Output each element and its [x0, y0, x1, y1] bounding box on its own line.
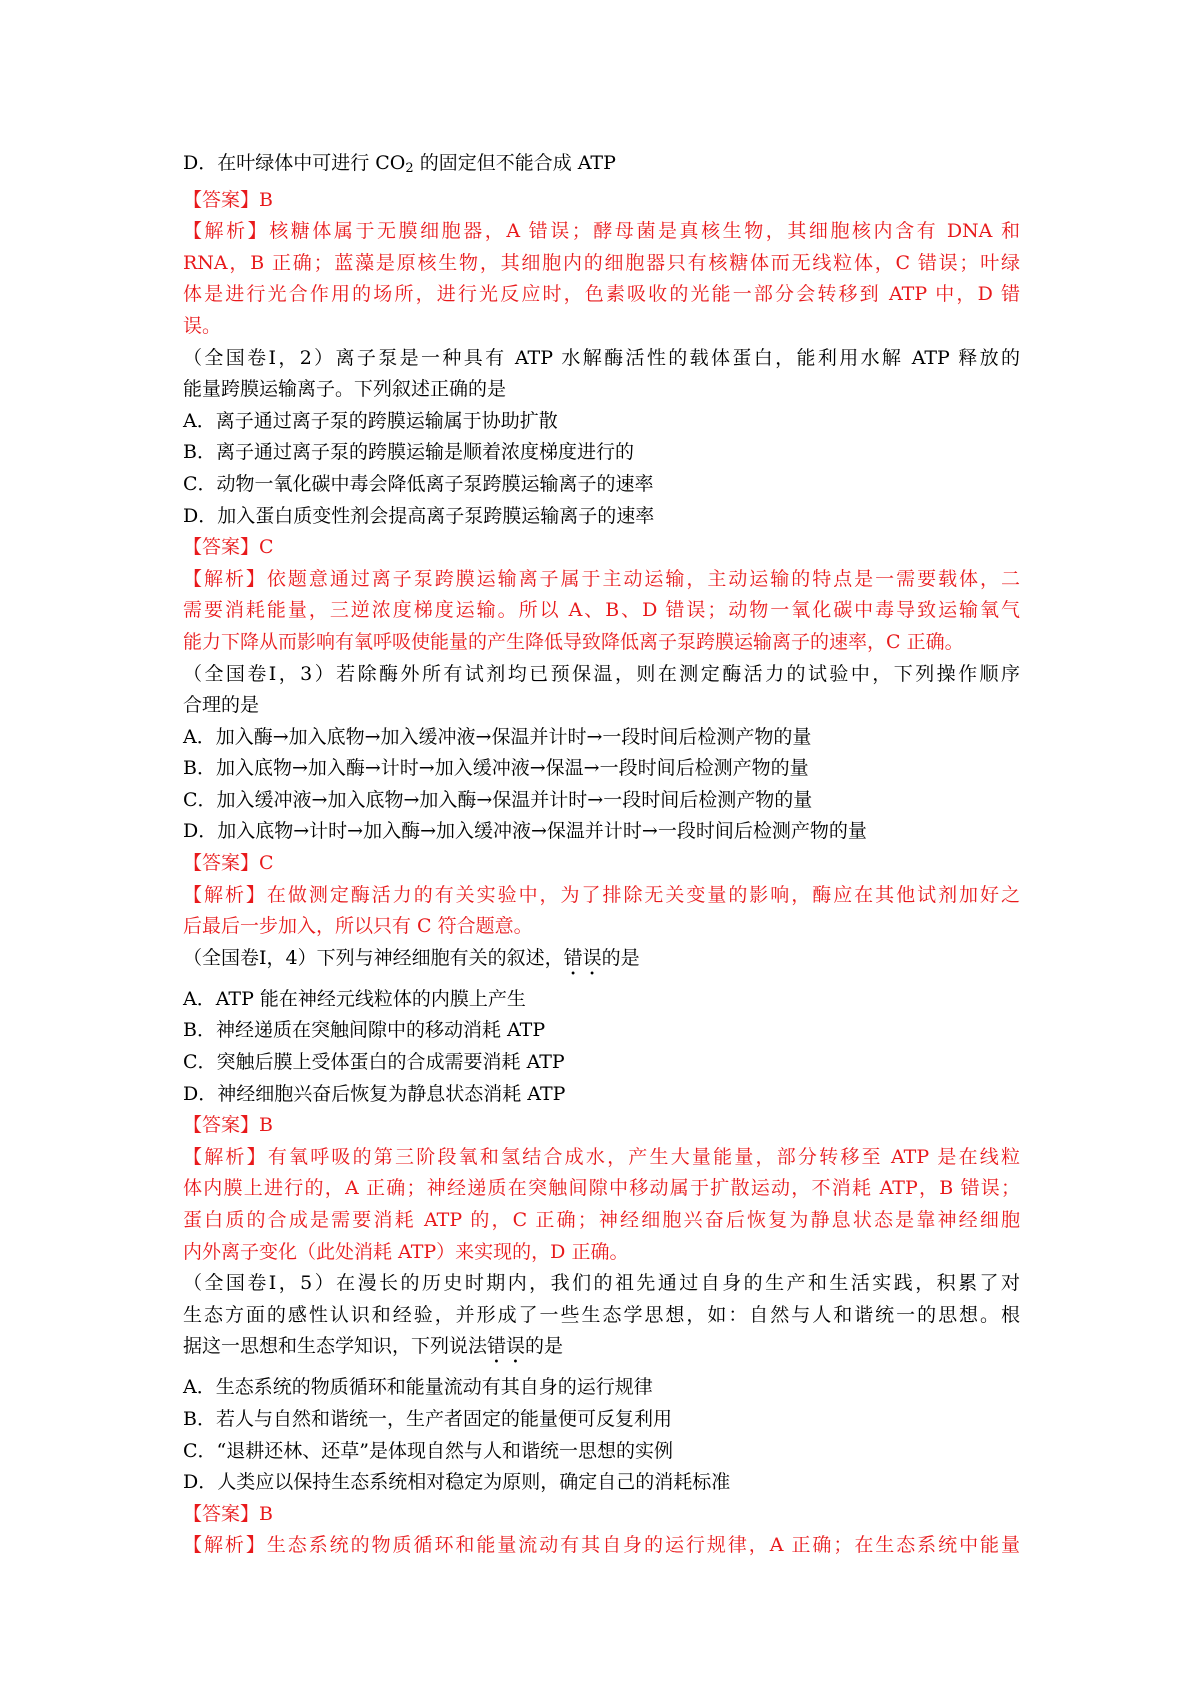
q5-stem-line: （全国卷Ⅰ，5）在漫长的历史时期内，我们的祖先通过自身的生产和生活实践，积累了对 — [183, 1272, 1020, 1295]
q5-option-a: A．生态系统的物质循环和能量流动有其自身的运行规律 — [183, 1376, 653, 1399]
q2-analysis-line: 【解析】依题意通过离子泵跨膜运输离子属于主动运输，主动运输的特点是一需要载体，二 — [183, 567, 1020, 590]
q5-option-b: B．若人与自然和谐统一，生产者固定的能量便可反复利用 — [183, 1407, 672, 1430]
q3-analysis-line: 后最后一步加入，所以只有 C 符合题意。 — [183, 915, 533, 938]
q3-analysis-line: 【解析】在做测定酶活力的有关实验中，为了排除无关变量的影响，酶应在其他试剂加好之 — [183, 883, 1020, 906]
q3-answer: 【答案】C — [183, 852, 274, 875]
q5-analysis-line: 【解析】生态系统的物质循环和能量流动有其自身的运行规律，A 正确；在生态系统中能量 — [183, 1534, 1020, 1557]
q4-option-a: A．ATP 能在神经元线粒体的内膜上产生 — [183, 987, 526, 1010]
q4-analysis-line: 蛋白质的合成是需要消耗 ATP 的，C 正确；神经细胞兴奋后恢复为静息状态是靠神经细胞 — [183, 1209, 1020, 1231]
q2-option-c: C．动物一氧化碳中毒会降低离子泵跨膜运输离子的速率 — [183, 472, 654, 495]
q4-option-b: B．神经递质在突触间隙中的移动消耗 ATP — [183, 1019, 546, 1042]
emphasis-word: 错误 — [487, 1335, 526, 1358]
q2-analysis-line: 能力下降从而影响有氧呼吸使能量的产生降低导致降低离子泵跨膜运输离子的速率，C 正确。 — [183, 630, 964, 653]
q2-option-d: D．加入蛋白质变性剂会提高离子泵跨膜运输离子的速率 — [183, 504, 655, 527]
q3-option-c: C．加入缓冲液→加入底物→加入酶→保温并计时→一段时间后检测产物的量 — [183, 788, 813, 811]
q1-analysis-line: RNA，B 正确；蓝藻是原核生物，其细胞内的细胞器只有核糖体而无线粒体，C 错误；叶绿 — [183, 251, 1020, 274]
q4-stem: （全国卷Ⅰ，4）下列与神经细胞有关的叙述，错误的是 — [183, 946, 640, 969]
q4-option-d: D．神经细胞兴奋后恢复为静息状态消耗 ATP — [183, 1082, 566, 1105]
q2-option-b: B．离子通过离子泵的跨膜运输是顺着浓度梯度进行的 — [183, 441, 634, 464]
q3-stem-line: 合理的是 — [183, 694, 260, 717]
q3-stem-line: （全国卷Ⅰ，3）若除酶外所有试剂均已预保温，则在测定酶活力的试验中，下列操作顺序 — [183, 662, 1020, 685]
q1-option-d: D．在叶绿体中可进行 $CO_2$ 的固定但不能合成 ATP — [183, 152, 616, 176]
q4-analysis-line: 内外离子变化（此处消耗 ATP）来实现的，D 正确。 — [183, 1240, 629, 1263]
q5-option-c: C．“退耕还林、还草”是体现自然与人和谐统一思想的实例 — [183, 1439, 673, 1462]
q2-answer: 【答案】C — [183, 536, 274, 559]
q3-option-b: B．加入底物→加入酶→计时→加入缓冲液→保温→一段时间后检测产物的量 — [183, 757, 809, 780]
q4-analysis-line: 【解析】有氧呼吸的第三阶段氧和氢结合成水，产生大量能量，部分转移至 ATP 是在线粒 — [183, 1145, 1020, 1168]
q5-stem-line: 据这一思想和生态学知识，下列说法错误的是 — [183, 1335, 564, 1358]
q2-stem-line: 能量跨膜运输离子。下列叙述正确的是 — [183, 378, 507, 401]
emphasis-word: 错误 — [563, 946, 602, 969]
q2-stem-line: （全国卷Ⅰ，2）离子泵是一种具有 ATP 水解酶活性的载体蛋白，能利用水解 ATP 释放的 — [183, 346, 1020, 369]
q4-option-c: C．突触后膜上受体蛋白的合成需要消耗 ATP — [183, 1051, 565, 1074]
q5-answer: 【答案】B — [183, 1502, 273, 1525]
q4-analysis-line: 体内膜上进行的，A 正确；神经递质在突触间隙中移动属于扩散运动，不消耗 ATP，B 错误； — [183, 1177, 1020, 1200]
q1-answer: 【答案】B — [183, 188, 273, 211]
q2-option-a: A．离子通过离子泵的跨膜运输属于协助扩散 — [183, 409, 558, 432]
q5-option-d: D．人类应以保持生态系统相对稳定为原则，确定自己的消耗标准 — [183, 1471, 731, 1494]
q3-option-d: D．加入底物→计时→加入酶→加入缓冲液→保温并计时→一段时间后检测产物的量 — [183, 820, 867, 843]
q2-analysis-line: 需要消耗能量，三逆浓度梯度运输。所以 A、B、D 错误；动物一氧化碳中毒导致运输氧气 — [183, 599, 1020, 622]
q4-answer: 【答案】B — [183, 1114, 273, 1137]
q1-analysis-line: 【解析】核糖体属于无膜细胞器，A 错误；酵母菌是真核生物，其细胞核内含有 DNA 和 — [183, 220, 1020, 243]
q1-analysis-line: 误。 — [183, 314, 222, 337]
q3-option-a: A．加入酶→加入底物→加入缓冲液→保温并计时→一段时间后检测产物的量 — [183, 725, 812, 748]
q1-analysis-line: 体是进行光合作用的场所，进行光反应时，色素吸收的光能一部分会转移到 ATP 中，D 错 — [183, 283, 1020, 306]
q5-stem-line: 生态方面的感性认识和经验，并形成了一些生态学思想，如：自然与人和谐统一的思想。根 — [183, 1303, 1020, 1326]
